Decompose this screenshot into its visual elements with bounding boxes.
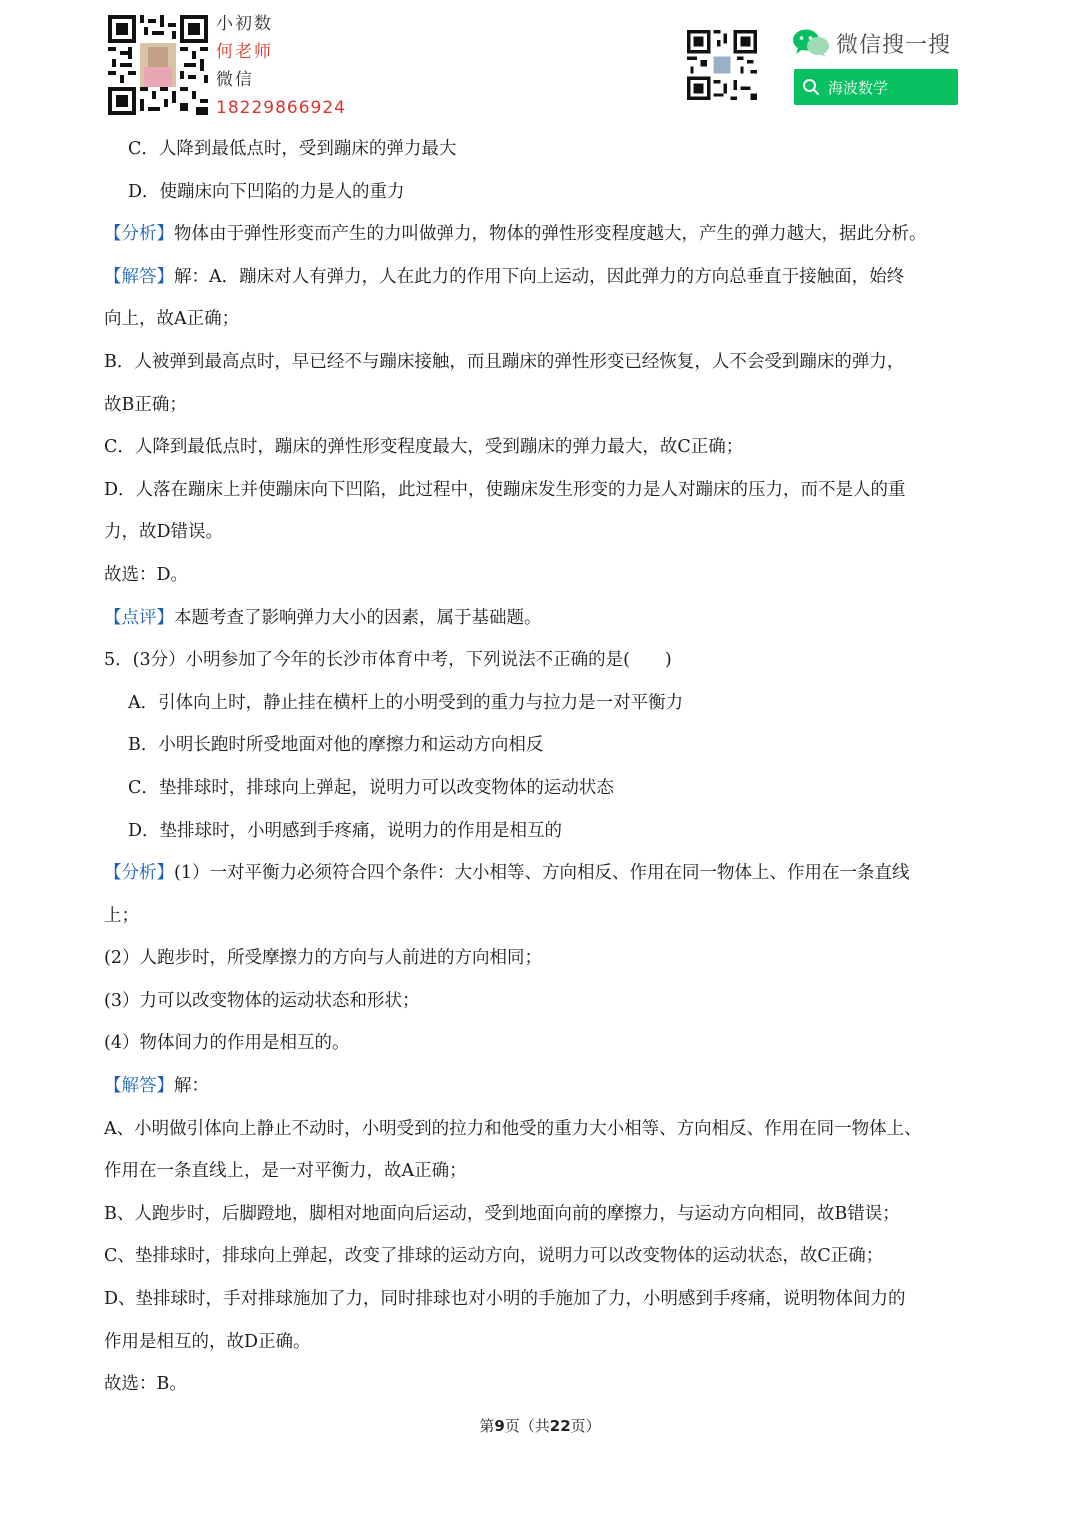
text-line	[104, 384, 984, 427]
text-line	[104, 980, 984, 1023]
text-line	[104, 1363, 984, 1406]
line-text: A、小明做引体向上静止不动时，小明受到的拉力和他受的重力大小相等、方向相反、作用在同一物体上、	[104, 1118, 922, 1139]
page-header	[0, 0, 1080, 125]
qr-code-icon	[108, 15, 208, 115]
line-text: 力，故D错误。	[104, 522, 224, 543]
text-line	[104, 852, 984, 895]
search-text: 海波数学	[828, 78, 889, 97]
text-line	[104, 171, 984, 214]
text-line	[104, 895, 984, 938]
line-text: B．人被弹到最高点时，早已经不与蹦床接触，而且蹦床的弹性形变已经恢复，人不会受到蹦床的弹力，	[104, 351, 905, 372]
text-line	[104, 298, 984, 341]
line-text: 解：A．蹦床对人有弹力，人在此力的作用下向上运动，因此弹力的方向总垂直于接触面，始终	[174, 266, 905, 287]
document-body	[104, 128, 984, 1406]
line-text: 作用是相互的，故D正确。	[104, 1331, 311, 1352]
text-line	[104, 1150, 984, 1193]
wechat-icon	[792, 28, 830, 58]
text-line	[104, 1065, 984, 1108]
contact-line: 微信	[216, 70, 254, 90]
text-line	[104, 597, 984, 640]
qr-code-icon	[687, 30, 757, 100]
line-text: 5．(3分）小明参加了今年的长沙市体育中考，下列说法不正确的是( )	[104, 650, 672, 671]
contact-line: 小初数	[216, 14, 273, 34]
line-text: (1）一对平衡力必须符合四个条件：大小相等、方向相反、作用在同一物体上、作用在一条直线	[174, 863, 910, 884]
line-text: C．人降到最低点时，受到蹦床的弹力最大	[128, 139, 457, 159]
text-line	[104, 1108, 984, 1151]
line-text: 故选：B。	[104, 1374, 187, 1395]
wechat-search-title: 微信搜一搜	[836, 32, 952, 58]
page-number: 9	[494, 1417, 505, 1435]
text-line	[104, 128, 984, 171]
text-line	[104, 554, 984, 597]
line-text: D．使蹦床向下凹陷的力是人的重力	[128, 181, 405, 202]
contact-line: 何老师	[216, 42, 273, 62]
line-text: B．小明长跑时所受地面对他的摩擦力和运动方向相反	[128, 735, 544, 756]
line-text: 解：	[174, 1076, 209, 1097]
line-text: A．引体向上时，静止挂在横杆上的小明受到的重力与拉力是一对平衡力	[128, 692, 684, 713]
footer-prefix: 第	[479, 1417, 495, 1435]
section-tag: 【分析】	[104, 863, 174, 884]
search-box[interactable]	[794, 69, 958, 105]
text-line	[104, 1193, 984, 1236]
section-tag: 【解答】	[104, 1076, 174, 1097]
footer-mid: 页（共	[504, 1417, 550, 1435]
text-line	[104, 639, 984, 682]
line-text: 物体由于弹性形变而产生的力叫做弹力，物体的弹性形变程度越大，产生的弹力越大，据此分析。	[174, 224, 927, 245]
text-line	[104, 1022, 984, 1065]
wechat-search-badge	[792, 26, 962, 106]
section-tag: 【点评】	[104, 607, 174, 628]
text-line	[104, 682, 984, 725]
text-line	[104, 426, 984, 469]
search-icon	[802, 78, 820, 96]
line-text: B、人跑步时，后脚蹬地，脚相对地面向后运动，受到地面向前的摩擦力，与运动方向相同，故B错误；	[104, 1203, 900, 1224]
footer-suffix: 页）	[570, 1417, 601, 1435]
contact-phone: 18229866924	[216, 98, 346, 118]
line-text: C、垫排球时，排球向上弹起，改变了排球的运动方向，说明力可以改变物体的运动状态，故C正确；	[104, 1246, 884, 1267]
text-line	[104, 1321, 984, 1364]
text-line	[104, 256, 984, 299]
line-text: C．垫排球时，排球向上弹起，说明力可以改变物体的运动状态	[128, 777, 614, 798]
line-text: D．垫排球时，小明感到手疼痛，说明力的作用是相互的	[128, 820, 563, 841]
text-line	[104, 1235, 984, 1278]
section-tag: 【解答】	[104, 266, 174, 287]
page-total: 22	[549, 1417, 571, 1435]
line-text: D、垫排球时，手对排球施加了力，同时排球也对小明的手施加了力，小明感到手疼痛，说明物体间力的	[104, 1289, 906, 1310]
text-line	[104, 213, 984, 256]
text-line	[104, 341, 984, 384]
line-text: D．人落在蹦床上并使蹦床向下凹陷，此过程中，使蹦床发生形变的力是人对蹦床的压力，而不是人的重	[104, 479, 906, 500]
line-text: (2）人跑步时，所受摩擦力的方向与人前进的方向相同；	[104, 948, 542, 969]
text-line	[104, 511, 984, 554]
text-line	[104, 937, 984, 980]
line-text: (3）力可以改变物体的运动状态和形状；	[104, 990, 420, 1011]
line-text: 故B正确；	[104, 394, 187, 415]
line-text: 作用在一条直线上，是一对平衡力，故A正确；	[104, 1161, 467, 1182]
line-text: (4）物体间力的作用是相互的。	[104, 1033, 350, 1054]
contact-info	[216, 10, 346, 122]
section-tag: 【分析】	[104, 224, 174, 245]
text-line	[104, 469, 984, 512]
page-footer	[0, 1415, 1080, 1436]
text-line	[104, 724, 984, 767]
line-text: C．人降到最低点时，蹦床的弹性形变程度最大，受到蹦床的弹力最大，故C正确；	[104, 437, 744, 458]
text-line	[104, 767, 984, 810]
line-text: 故选：D。	[104, 564, 189, 585]
text-line	[104, 810, 984, 853]
line-text: 向上，故A正确；	[104, 309, 240, 330]
line-text: 上；	[104, 905, 139, 926]
text-line	[104, 1278, 984, 1321]
line-text: 本题考查了影响弹力大小的因素，属于基础题。	[174, 607, 542, 628]
